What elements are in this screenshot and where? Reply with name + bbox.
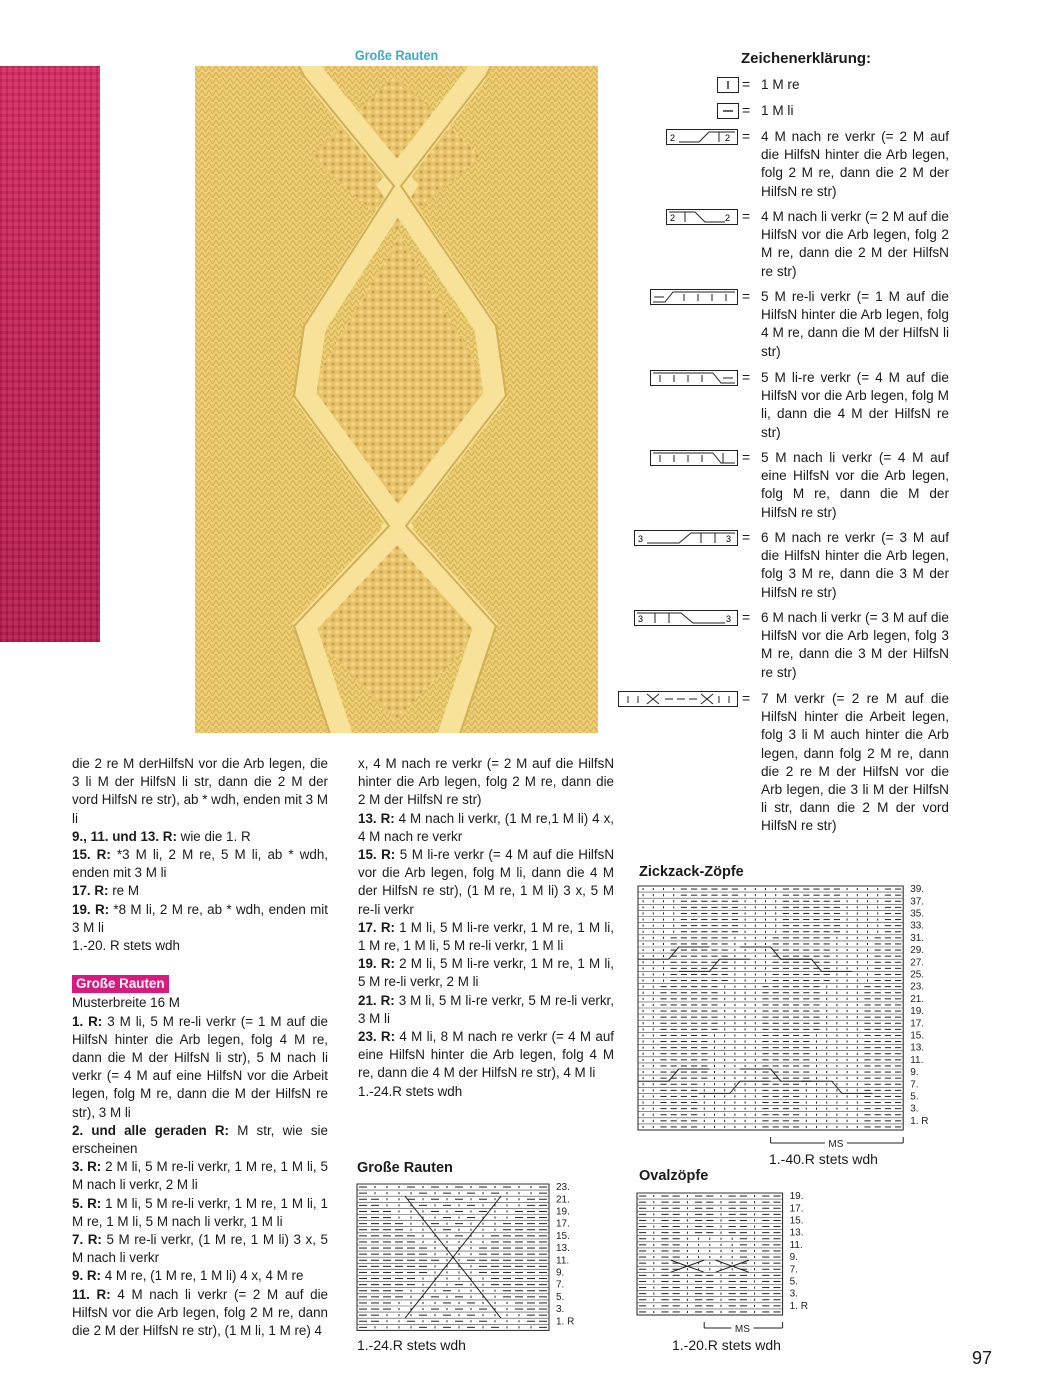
instructions-column-1 (72, 755, 328, 1340)
rauten-chart (356, 1183, 596, 1333)
instruction-para: 19. R: 2 M li, 5 M li-re verkr, 1 M re, 1 M li, 5 M re-li verkr, 2 M li (358, 956, 614, 990)
svg-text:3: 3 (726, 534, 732, 544)
instruction-para: 21. R: 3 M li, 5 M li-re verkr, 5 M re-li verkr, 3 M li (358, 992, 614, 1026)
row-label: 15. (910, 1030, 925, 1042)
row-label: 1. R (910, 1115, 929, 1127)
instruction-para: 13. R: 4 M nach li verkr, (1 M re,1 M li) 4 x, 4 M nach re verkr (358, 810, 614, 844)
legend-text: 5 M li-re verkr (= 4 M auf die HilfsN vor die Arb legen, folg M li, dann die 4 M der HilfsN re str) (761, 370, 949, 440)
row-label: 19. (556, 1206, 570, 1218)
instruction-para: 5. R: 1 M li, 5 M re-li verkr, 1 M re, 1 M li, 1 M re, 1 M li, 5 M nach li verkr, 1 M li (72, 1195, 328, 1229)
zickzack-chart (637, 885, 947, 1147)
row-labels (556, 1183, 574, 1327)
row-labels (910, 885, 928, 1127)
row-label: 9. (556, 1267, 565, 1279)
pattern-width: Musterbreite 16 M (72, 995, 180, 1011)
instruction-para: 1. R: 3 M li, 5 M re-li verkr (= 1 M auf die HilfsN hinter die Arb legen, folg 4 M re, dann die M der HilfsN li str), 5 M nach li verkr (= 4 M auf eine HilfsN vor die Arbeit legen, folg M re, dann die M der HilfsN re str), 3 M li (72, 1013, 328, 1120)
row-label: 25. (910, 969, 925, 981)
purl-stitch-icon (717, 103, 739, 119)
svg-text:MS: MS (734, 1324, 750, 1335)
row-label: 13. (789, 1227, 804, 1239)
ms-marker (704, 1322, 782, 1335)
instruction-para: 9. R: 4 M re, (1 M re, 1 M li) 4 x, 4 M re (72, 1268, 304, 1284)
row-label: 17. (556, 1218, 570, 1230)
row-label: 23. (910, 981, 925, 993)
oval-chart (636, 1192, 836, 1337)
cable-6-left-icon (634, 610, 738, 626)
row-label: 5. (556, 1291, 565, 1303)
row-label: 21. (910, 993, 925, 1005)
oval-caption: 1.-20.R stets wdh (672, 1337, 781, 1353)
row-label: 15. (556, 1230, 570, 1242)
row-label: 21. (556, 1194, 570, 1206)
legend-text: 5 M re-li verkr (= 1 M auf die HilfsN hinter die Arb legen, folg 4 M re, dann die M der HilfsN li str) (761, 289, 949, 359)
rauten-caption: 1.-24.R stets wdh (357, 1337, 466, 1353)
row-label: 23. (556, 1183, 570, 1194)
rauten-chart-title: Große Rauten (357, 1160, 453, 1176)
photo-title: Große Rauten (354, 47, 439, 63)
zickzack-caption: 1.-40.R stets wdh (769, 1151, 878, 1167)
instruction-para: die 2 re M derHilfsN vor die Arb legen, die 3 li M der HilfsN li str, dann die 2 M der vord HilfsN re str), ab * wdh, enden mit 3 M li (72, 756, 328, 826)
row-label: 33. (910, 920, 925, 932)
row-label: 1. R (556, 1316, 575, 1328)
diamond-cable-photo (195, 66, 598, 733)
row-label: 7. (910, 1079, 919, 1091)
legend-text: 4 M nach re verkr (= 2 M auf die HilfsN hinter die Arb legen, folg 2 M re, dann die 2 M der HilfsN re str) (761, 129, 949, 199)
row-label: 35. (910, 908, 925, 920)
zickzack-chart-title: Zickzack-Zöpfe (639, 864, 744, 880)
row-label: 29. (910, 945, 925, 957)
instruction-para: 3. R: 2 M li, 5 M re-li verkr, 1 M re, 1 M li, 5 M nach li verkr, 2 M li (72, 1159, 328, 1193)
row-label: 15. (789, 1215, 804, 1227)
instruction-para: 1.-20. R stets wdh (72, 938, 180, 954)
row-label: 13. (556, 1243, 570, 1255)
legend-text: 4 M nach li verkr (= 2 M auf die HilfsN vor die Arb legen, folg 2 M re, dann die 2 M der HilfsN re str) (761, 209, 949, 279)
row-label: 19. (789, 1192, 804, 1203)
instruction-para: 15. R: *3 M li, 2 M re, 5 M li, ab * wdh, enden mit 3 M li (72, 847, 328, 881)
instruction-para: 17. R: re M (72, 883, 139, 899)
row-label: 39. (910, 885, 925, 896)
row-label: 3. (556, 1304, 565, 1316)
cable-4-left-icon (666, 209, 738, 225)
svg-text:2: 2 (725, 133, 731, 143)
svg-text:3: 3 (638, 614, 644, 624)
oval-chart-title: Ovalzöpfe (639, 1168, 709, 1184)
cross-5-purl-knit-icon (650, 370, 738, 386)
svg-text:3: 3 (638, 534, 644, 544)
row-label: 17. (789, 1203, 804, 1215)
legend-text: 6 M nach li verkr (= 3 M auf die HilfsN vor die Arb legen, folg 3 M re, dann die 3 M der HilfsN re str) (761, 610, 949, 680)
row-label: 3. (910, 1103, 919, 1115)
instruction-para: 23. R: 4 M li, 8 M nach re verkr (= 4 M auf eine HilfsN hinter die Arb legen, folg 4 M re, dann die 4 M der HilfsN re str), 4 M li (358, 1029, 615, 1081)
row-label: 3. (789, 1288, 798, 1300)
chart-grid (637, 1193, 783, 1315)
svg-text:2: 2 (670, 213, 676, 223)
svg-text:3: 3 (726, 614, 732, 624)
chart-grid (357, 1184, 549, 1330)
pink-cable-photo (0, 66, 100, 642)
svg-text:2: 2 (670, 133, 676, 143)
row-label: 11. (910, 1054, 924, 1066)
page-number: 97 (971, 1348, 992, 1368)
svg-text:2: 2 (725, 213, 731, 223)
row-label: 9. (910, 1067, 919, 1079)
instruction-para: 19. R: *8 M li, 2 M re, ab * wdh, enden mit 3 M li (72, 901, 328, 935)
instruction-para: x, 4 M nach re verkr (= 2 M auf die HilfsN hinter die Arb legen, folg 2 M re, dann die 2 M der HilfsN re str) (358, 756, 614, 808)
row-label: 1. R (789, 1300, 808, 1312)
cable-4-right-icon (666, 129, 738, 145)
instruction-para: 17. R: 1 M li, 5 M li-re verkr, 1 M re, 1 M li, 1 M re, 1 M li, 5 M re-li verkr, 1 M li (358, 919, 614, 954)
chart-grid (638, 886, 903, 1130)
row-label: 17. (910, 1018, 925, 1030)
instruction-para: 9., 11. und 13. R: wie die 1. R (72, 828, 251, 844)
legend-text: 5 M nach li verkr (= 4 M auf eine HilfsN vor die Arb legen, folg M re, dann die M der HilfsN re str) (761, 450, 949, 520)
instruction-para: 15. R: 5 M li-re verkr (= 4 M auf die HilfsN vor die Arb legen, folg M li, dann die 4 M der HilfsN re str), (1 M re, 1 M li) 3 x, 5 M re-li verkr (358, 847, 614, 917)
legend-text: 1 M re (761, 77, 800, 92)
ms-marker (771, 1137, 904, 1147)
legend-text: 7 M verkr (= 2 re M auf die HilfsN hinter die Arbeit legen, folg 3 li M auch hinter die Arb legen, dann folg 2 M re, dann die 2 re M der HilfsN vor die Arb legen, die 3 li M der HilfsN li str, dann die 2 M der vord HilfsN re str) (761, 691, 949, 834)
row-label: 11. (789, 1239, 803, 1251)
row-label: 19. (910, 1006, 925, 1018)
svg-text:MS: MS (828, 1139, 844, 1147)
row-labels (790, 1192, 808, 1312)
row-label: 9. (789, 1252, 798, 1264)
cross-5-left-icon (650, 450, 738, 466)
instruction-para: 11. R: 4 M nach li verkr (= 2 M auf die HilfsN vor die Arb legen, folg 2 M re, dann die 2 M der HilfsN re str), (1 M li, 1 M re) 4 (72, 1286, 328, 1339)
row-label: 31. (910, 932, 925, 944)
row-label: 11. (556, 1255, 570, 1267)
instruction-para: 1.-24.R stets wdh (358, 1083, 463, 1099)
legend-text: 1 M li (761, 103, 794, 118)
cross-5-knit-purl-icon (650, 289, 738, 305)
row-label: 27. (910, 957, 925, 969)
row-label: 5. (910, 1091, 919, 1103)
instructions-column-2 (358, 755, 614, 1101)
section-heading: Große Rauten (72, 975, 169, 993)
legend-title: Zeichenerklärung: (741, 50, 872, 67)
row-label: 37. (910, 896, 925, 908)
knit-stitch-icon (717, 77, 739, 93)
cable-6-right-icon (634, 530, 738, 546)
instruction-para: 2. und alle geraden R: M str, wie sie erscheinen (72, 1122, 328, 1157)
row-label: 13. (910, 1042, 925, 1054)
instruction-para: 7. R: 5 M re-li verkr, (1 M re, 1 M li) 3 x, 5 M nach li verkr (72, 1232, 328, 1266)
legend-text: 6 M nach re verkr (= 3 M auf die HilfsN hinter die Arb legen, folg 3 M re, dann die 3 M der HilfsN re str) (761, 530, 949, 600)
row-label: 7. (789, 1264, 798, 1276)
row-label: 5. (789, 1276, 798, 1288)
cable-7-icon (618, 691, 738, 707)
row-label: 7. (556, 1279, 565, 1291)
